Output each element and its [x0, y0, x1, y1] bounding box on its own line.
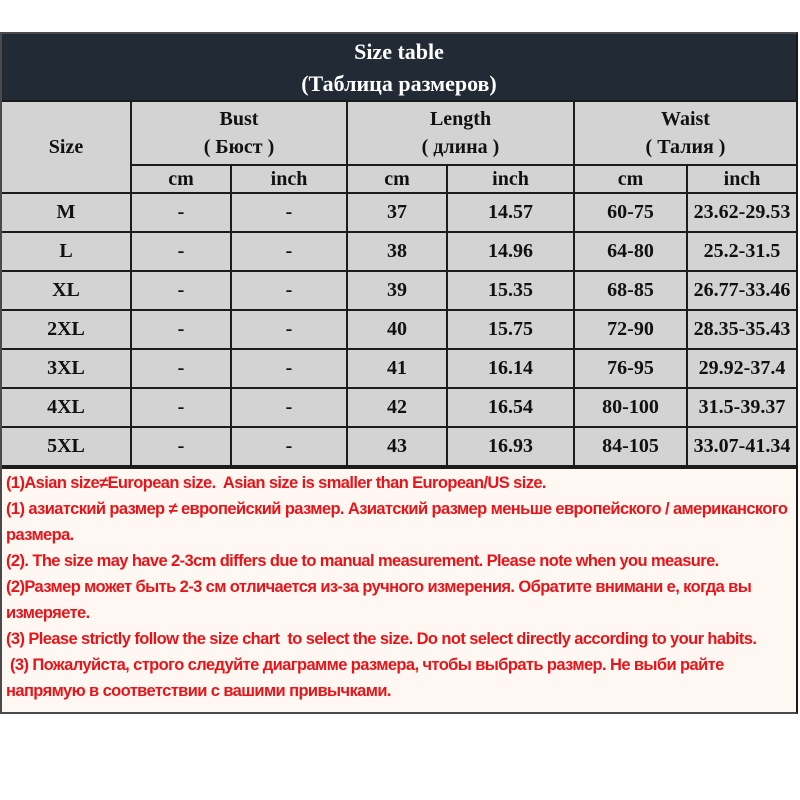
unit-bust-cm: cm — [131, 165, 231, 193]
cell-waist-cm: 64-80 — [574, 232, 687, 271]
cell-waist-cm: 84-105 — [574, 427, 687, 466]
cell-waist-cm: 68-85 — [574, 271, 687, 310]
cell-length-inch: 14.57 — [447, 193, 574, 232]
cell-length-inch: 15.35 — [447, 271, 574, 310]
size-chart — [0, 32, 798, 714]
cell-length-cm: 40 — [347, 310, 447, 349]
cell-length-cm: 39 — [347, 271, 447, 310]
cell-bust-inch: - — [231, 310, 347, 349]
size-table — [2, 102, 796, 467]
cell-size: L — [2, 232, 131, 271]
table-row — [2, 310, 796, 349]
header-waist-label: Waist — [661, 108, 710, 130]
header-bust-sub: ( Бюст ) — [203, 136, 275, 158]
cell-length-cm: 42 — [347, 388, 447, 427]
cell-bust-inch: - — [231, 193, 347, 232]
cell-length-cm: 43 — [347, 427, 447, 466]
cell-bust-inch: - — [231, 388, 347, 427]
unit-bust-inch: inch — [231, 165, 347, 193]
cell-bust-cm: - — [131, 388, 231, 427]
note-measurement-ru: (2)Размер может быть 2-3 см отличается из-за ручного измерения. Обратите внимани е, когда вы измеряете. — [6, 578, 756, 622]
cell-waist-cm: 80-100 — [574, 388, 687, 427]
title-band — [2, 34, 796, 102]
cell-bust-inch: - — [231, 427, 347, 466]
cell-bust-cm: - — [131, 310, 231, 349]
unit-length-inch: inch — [447, 165, 574, 193]
cell-bust-cm: - — [131, 271, 231, 310]
cell-length-inch: 14.96 — [447, 232, 574, 271]
note-follow-chart-en: (3) Please strictly follow the size chart to select the size. Do not select directly according to your habits. — [6, 630, 757, 648]
cell-bust-inch: - — [231, 271, 347, 310]
table-row — [2, 427, 796, 466]
cell-waist-cm: 76-95 — [574, 349, 687, 388]
cell-waist-inch: 23.62-29.53 — [687, 193, 796, 232]
cell-size: 2XL — [2, 310, 131, 349]
cell-length-inch: 16.54 — [447, 388, 574, 427]
cell-waist-inch: 31.5-39.37 — [687, 388, 796, 427]
size-notes — [2, 467, 796, 712]
header-length — [347, 102, 574, 165]
note-follow-chart-ru: (3) Пожалуйста, строго следуйте диаграмме размера, чтобы выбрать размер. Не выби райте напрямую в соответствии с вашими привычками. — [6, 656, 728, 700]
cell-size: 5XL — [2, 427, 131, 466]
cell-size: 3XL — [2, 349, 131, 388]
cell-bust-cm: - — [131, 232, 231, 271]
cell-waist-cm: 72-90 — [574, 310, 687, 349]
cell-waist-inch: 26.77-33.46 — [687, 271, 796, 310]
cell-size: M — [2, 193, 131, 232]
unit-waist-inch: inch — [687, 165, 796, 193]
note-measurement-en: (2). The size may have 2-3cm differs due to manual measurement. Please note when you measure. — [6, 552, 719, 570]
cell-bust-cm: - — [131, 427, 231, 466]
header-bust — [131, 102, 347, 165]
note-asian-size-ru: (1) азиатский размер ≠ европейский размер. Азиатский размер меньше европейского / американского размера. — [6, 500, 792, 544]
unit-waist-cm: cm — [574, 165, 687, 193]
note-asian-size-en: (1)Asian size≠European size. Asian size is smaller than European/US size. — [6, 474, 546, 492]
cell-length-cm: 37 — [347, 193, 447, 232]
header-length-label: Length — [429, 108, 492, 130]
cell-length-cm: 41 — [347, 349, 447, 388]
title-english: Size table — [354, 39, 444, 64]
cell-length-cm: 38 — [347, 232, 447, 271]
cell-length-inch: 16.93 — [447, 427, 574, 466]
cell-waist-inch: 28.35-35.43 — [687, 310, 796, 349]
cell-length-inch: 16.14 — [447, 349, 574, 388]
cell-waist-inch: 25.2-31.5 — [687, 232, 796, 271]
cell-size: XL — [2, 271, 131, 310]
group-header-row — [2, 102, 796, 165]
header-waist — [574, 102, 796, 165]
cell-length-inch: 15.75 — [447, 310, 574, 349]
cell-bust-cm: - — [131, 193, 231, 232]
header-size: Size — [2, 102, 131, 193]
title-russian: (Таблица размеров) — [301, 71, 497, 96]
cell-bust-cm: - — [131, 349, 231, 388]
cell-waist-cm: 60-75 — [574, 193, 687, 232]
table-row — [2, 271, 796, 310]
table-row — [2, 193, 796, 232]
header-length-sub: ( длина ) — [421, 136, 500, 158]
table-row — [2, 232, 796, 271]
unit-length-cm: cm — [347, 165, 447, 193]
table-row — [2, 349, 796, 388]
cell-bust-inch: - — [231, 232, 347, 271]
header-bust-label: Bust — [219, 108, 259, 130]
table-row — [2, 388, 796, 427]
cell-waist-inch: 33.07-41.34 — [687, 427, 796, 466]
cell-bust-inch: - — [231, 349, 347, 388]
header-waist-sub: ( Талия ) — [645, 136, 726, 158]
cell-waist-inch: 29.92-37.4 — [687, 349, 796, 388]
cell-size: 4XL — [2, 388, 131, 427]
